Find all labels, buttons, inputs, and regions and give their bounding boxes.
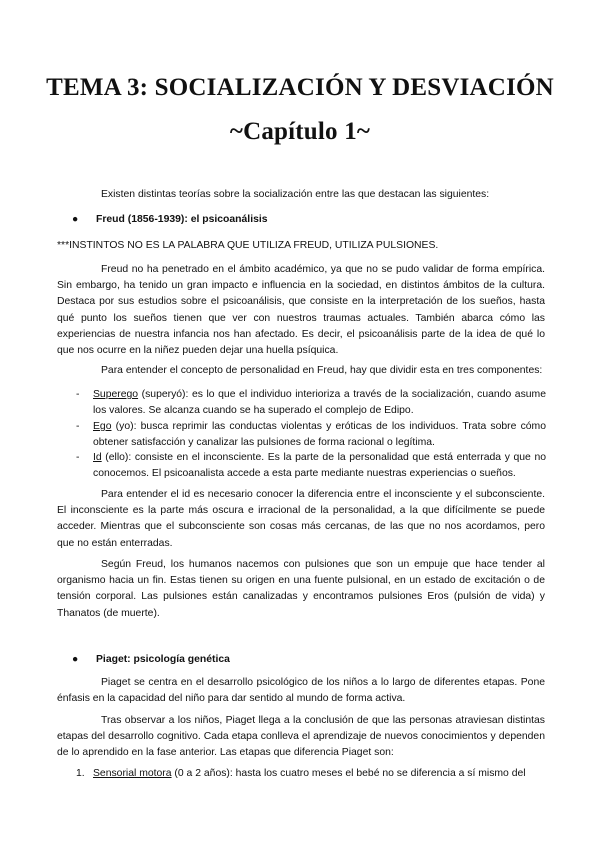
definition-ego: (yo): busca reprimir las conductas violentas y eróticas de los individuos. Trata sobre cómo obtener satisfacción y canalizar las pulsiones de forma racional o legítima. [93,421,546,449]
section-heading-freud [72,212,542,228]
bullet-icon: ● [72,214,79,225]
freud-paragraph-4: Según Freud, los humanos nacemos con pulsiones que son un empuje que hace tender al organismo hacia un fin. Estas tienen su origen en una fuente pulsional, en un estado de excitación o de tensión corporal. Las pulsiones están canalizadas y encontramos pulsiones Eros (pulsión de vida) y Thanatos (de muerte). [57,559,545,619]
freud-paragraph-3: Para entender el id es necesario conocer la diferencia entre el inconsciente y el subconsciente. El inconsciente es la parte más oscura e irracional de la personalidad, a la que difícilmente se puede acceder. Mientras que el subconsciente son cosas más cercanas, de las que no nos acordamos, pero que no están enterradas. [57,489,545,549]
list-item-id [76,450,546,482]
piaget-paragraph-1: Piaget se centra en el desarrollo psicológico de los niños a lo largo de diferentes etapas. Pone énfasis en la capacidad del niño para dar sentido al mundo de forma activa. [57,677,545,705]
section-heading-piaget [72,652,542,668]
section-heading-text: Freud (1856-1939): el psicoanálisis [96,214,268,225]
number-marker: 1. [76,768,85,779]
page-subtitle: ~Capítulo 1~ [229,118,371,145]
term-superego: Superego [93,389,139,400]
list-item-superego [76,387,546,419]
definition-stage-1: (0 a 2 años): hasta los cuatro meses el bebé no se diferencia a sí mismo del [171,768,526,779]
dash-marker: - [76,421,80,432]
note-line: ***INSTINTOS NO ES LA PALABRA QUE UTILIZA FREUD, UTILIZA PULSIONES. [57,240,439,251]
definition-superego: (superyó): es lo que el individuo interioriza a través de la socialización, cuando asume los valores. Se alcanza cuando se ha superado el complejo de Edipo. [93,389,546,417]
term-sensorial-motora: Sensorial motora [93,768,172,779]
dash-marker: - [76,389,80,400]
term-id: Id [93,452,102,463]
intro-paragraph: Existen distintas teorías sobre la socialización entre las que destacan las siguientes: [101,189,490,200]
page-title: TEMA 3: SOCIALIZACIÓN Y DESVIACIÓN [46,74,554,101]
bullet-icon: ● [72,654,79,665]
definition-id: (ello): consiste en el inconsciente. Es la parte de la personalidad que está enterrada y que no conocemos. El psicoanalista accede a esta parte mediante nuestras experiencias o sueños. [93,452,546,480]
piaget-paragraph-2: Tras observar a los niños, Piaget llega a la conclusión de que las personas atraviesan distintas etapas del desarrollo cognitivo. Cada etapa conlleva el aprendizaje de nuevos conocimientos y dependen de lo aprendido en la fase anterior. Las etapas que diferencia Piaget son: [57,715,545,759]
list-item-ego [76,419,546,451]
list-item-stage-1 [76,766,546,782]
dash-marker: - [76,452,80,463]
term-ego: Ego [93,421,112,432]
section-heading-text: Piaget: psicología genética [96,654,230,665]
freud-paragraph-2: Para entender el concepto de personalidad en Freud, hay que dividir esta en tres componentes: [101,365,543,376]
freud-paragraph-1: Freud no ha penetrado en el ámbito académico, ya que no se pudo validar de forma empírica. Sin embargo, ha tenido un gran impacto e influencia en la sociedad, en distintos ámbitos de la cultura. Destaca por sus estudios sobre el psicoanálisis, que consiste en la interpretación de los sueños, hasta qué punto los sueños tienen que ver con nuestros traumas actuales. También abarca cómo las experiencias de nuestra infancia nos han afectado. Es decir, el psicoanálisis parte de la idea de qué lo que nos ocurre en la niñez pueden dejar una huella psíquica. [57,264,545,357]
